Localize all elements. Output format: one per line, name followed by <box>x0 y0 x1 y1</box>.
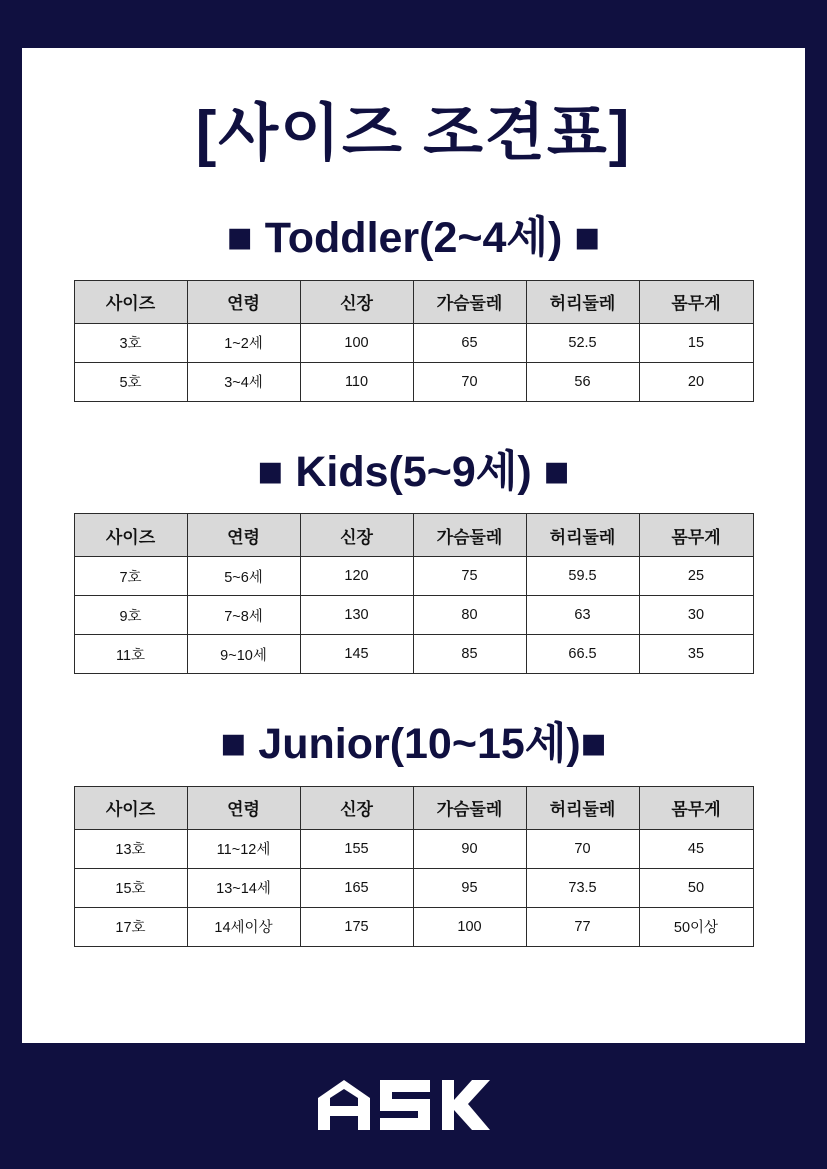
section-heading-toddler: ■ Toddler(2~4세) ■ <box>226 214 601 263</box>
table-header-row <box>74 280 753 323</box>
table-cell: 30 <box>639 596 753 635</box>
table-cell: 11호 <box>74 635 187 674</box>
page-title: [사이즈 조견표] <box>195 99 632 168</box>
table-cell: 73.5 <box>526 868 639 907</box>
table-cell: 9~10세 <box>187 635 300 674</box>
table-cell: 110 <box>300 362 413 401</box>
table-cell: 59.5 <box>526 557 639 596</box>
table-cell: 5~6세 <box>187 557 300 596</box>
table-cell: 175 <box>300 907 413 946</box>
table-cell: 155 <box>300 829 413 868</box>
table-row <box>74 557 753 596</box>
table-row <box>74 868 753 907</box>
size-table-junior <box>74 786 754 947</box>
table-cell: 65 <box>413 323 526 362</box>
column-header: 허리둘레 <box>526 280 639 323</box>
table-cell: 90 <box>413 829 526 868</box>
section-heading-kids: ■ Kids(5~9세) ■ <box>257 447 570 496</box>
section-junior <box>22 720 805 946</box>
size-table-kids <box>74 513 754 674</box>
table-cell: 17호 <box>74 907 187 946</box>
table-cell: 63 <box>526 596 639 635</box>
table-cell: 13호 <box>74 829 187 868</box>
table-cell: 165 <box>300 868 413 907</box>
table-cell: 7~8세 <box>187 596 300 635</box>
table-cell: 3호 <box>74 323 187 362</box>
table-cell: 13~14세 <box>187 868 300 907</box>
column-header: 가슴둘레 <box>413 514 526 557</box>
table-row <box>74 635 753 674</box>
column-header: 신장 <box>300 786 413 829</box>
column-header: 사이즈 <box>74 280 187 323</box>
column-header: 사이즈 <box>74 786 187 829</box>
size-table-toddler <box>74 280 754 402</box>
table-cell: 75 <box>413 557 526 596</box>
column-header: 허리둘레 <box>526 514 639 557</box>
table-cell: 100 <box>413 907 526 946</box>
table-cell: 9호 <box>74 596 187 635</box>
table-cell: 15 <box>639 323 753 362</box>
table-row <box>74 907 753 946</box>
column-header: 허리둘레 <box>526 786 639 829</box>
table-cell: 77 <box>526 907 639 946</box>
table-row <box>74 362 753 401</box>
table-cell: 45 <box>639 829 753 868</box>
section-heading-junior: ■ Junior(10~15세)■ <box>220 720 607 769</box>
table-row <box>74 323 753 362</box>
column-header: 몸무게 <box>639 280 753 323</box>
table-cell: 100 <box>300 323 413 362</box>
content-card <box>22 48 805 1043</box>
section-toddler <box>22 214 805 401</box>
table-cell: 85 <box>413 635 526 674</box>
table-cell: 70 <box>526 829 639 868</box>
table-cell: 50이상 <box>639 907 753 946</box>
table-cell: 35 <box>639 635 753 674</box>
table-cell: 56 <box>526 362 639 401</box>
column-header: 몸무게 <box>639 786 753 829</box>
table-cell: 11~12세 <box>187 829 300 868</box>
column-header: 연령 <box>187 786 300 829</box>
table-cell: 25 <box>639 557 753 596</box>
table-cell: 14세이상 <box>187 907 300 946</box>
table-row <box>74 829 753 868</box>
footer <box>0 1043 827 1169</box>
table-cell: 130 <box>300 596 413 635</box>
ask-logo <box>314 1078 514 1134</box>
table-cell: 52.5 <box>526 323 639 362</box>
table-row <box>74 596 753 635</box>
table-cell: 15호 <box>74 868 187 907</box>
table-cell: 145 <box>300 635 413 674</box>
table-cell: 66.5 <box>526 635 639 674</box>
column-header: 신장 <box>300 514 413 557</box>
ask-logo-icon <box>314 1078 514 1134</box>
column-header: 가슴둘레 <box>413 280 526 323</box>
column-header: 신장 <box>300 280 413 323</box>
table-cell: 7호 <box>74 557 187 596</box>
column-header: 몸무게 <box>639 514 753 557</box>
table-header-row <box>74 514 753 557</box>
table-cell: 120 <box>300 557 413 596</box>
table-cell: 1~2세 <box>187 323 300 362</box>
column-header: 연령 <box>187 514 300 557</box>
table-header-row <box>74 786 753 829</box>
table-cell: 20 <box>639 362 753 401</box>
table-cell: 80 <box>413 596 526 635</box>
column-header: 연령 <box>187 280 300 323</box>
section-kids <box>22 448 805 674</box>
table-cell: 5호 <box>74 362 187 401</box>
column-header: 가슴둘레 <box>413 786 526 829</box>
table-cell: 95 <box>413 868 526 907</box>
table-cell: 50 <box>639 868 753 907</box>
column-header: 사이즈 <box>74 514 187 557</box>
table-cell: 70 <box>413 362 526 401</box>
table-cell: 3~4세 <box>187 362 300 401</box>
